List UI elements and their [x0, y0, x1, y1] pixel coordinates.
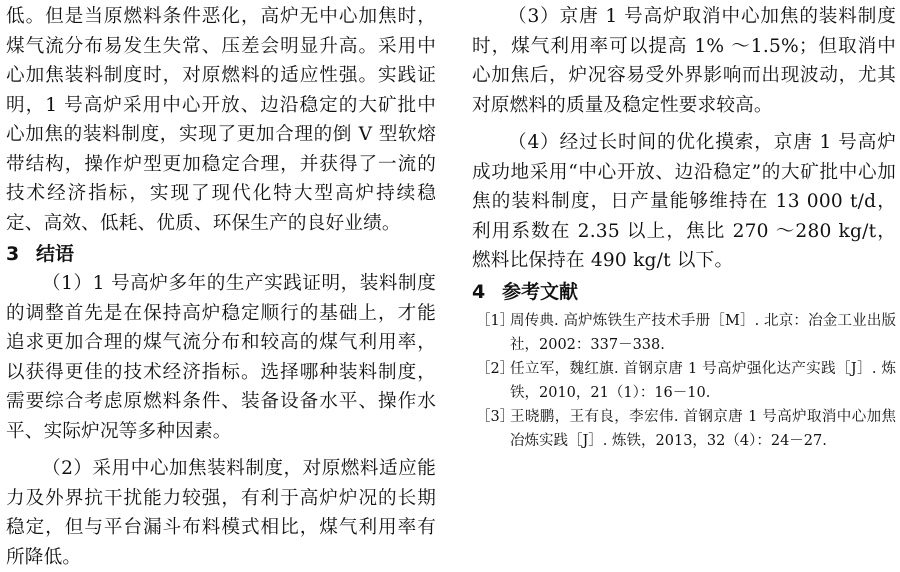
- refs-section-number: 4: [472, 280, 486, 303]
- reference-text: 周传典. 高炉炼铁生产技术手册［M］. 北京：冶金工业出版社，2002：337－338.: [510, 312, 896, 353]
- section-heading-conclusion: [6, 240, 436, 269]
- reference-item: [472, 357, 896, 405]
- reference-number: ［3］: [476, 408, 515, 425]
- section-title: 结语: [36, 243, 75, 265]
- left-column: [6, 0, 436, 572]
- reference-item: [472, 405, 896, 453]
- conclusion-paragraph-4: （4）经过长时间的优化摸索，京唐 1 号高炉成功地采用“中心开放、边沿稳定”的大矿批中心加焦的装料制度，日产量能够维持在 13 000 t/d，利用系数在 2.35 以上，焦比 270 ～280 kg/t，燃料比保持在 490 kg/t 以下。: [472, 132, 896, 271]
- conclusion-paragraph-3: （3）京唐 1 号高炉取消中心加焦的装料制度时，煤气利用率可以提高 1% ～1.5%；但取消中心加焦后，炉况容易受外界影响而出现波动，尤其对原燃料的质量及稳定性要求较高。: [472, 6, 896, 116]
- reference-number: ［2］: [476, 360, 515, 377]
- right-column: [472, 0, 896, 453]
- paragraph-continued: 低。但是当原燃料条件恶化，高炉无中心加焦时，煤气流分布易发生失常、压差会明显升高。采用中心加焦装料制度时，对原燃料的适应性强。实践证明，1 号高炉采用中心开放、边沿稳定的大矿批中心加焦的装料制度，实现了更加合理的倒 V 型软熔带结构，操作炉型更加稳定合理，并获得了一流的技术经济指标，实现了现代化特大型高炉持续稳定、高效、低耗、优质、环保生产的良好业绩。: [6, 6, 436, 234]
- reference-list: [472, 309, 896, 453]
- reference-text: 任立军，魏红旗. 首钢京唐 1 号高炉强化达产实践［J］. 炼铁，2010，21（1）：16－10.: [510, 360, 896, 401]
- refs-section-title: 参考文献: [502, 280, 579, 303]
- conclusion-paragraph-1: （1）1 号高炉多年的生产实践证明，装料制度的调整首先是在保持高炉稳定顺行的基础上，才能追求更加合理的煤气流分布和较高的煤气利用率，以获得更佳的技术经济指标。选择哪种装料制度，需要综合考虑原燃料条件、装备设备水平、操作水平、实际炉况等多种因素。: [6, 273, 436, 442]
- conclusion-paragraph-2: （2）采用中心加焦装料制度，对原燃料适应能力及外界抗干扰能力较强，有利于高炉炉况的长期稳定，但与平台漏斗布料模式相比，煤气利用率有所降低。: [6, 458, 436, 568]
- reference-item: [472, 309, 896, 357]
- reference-number: ［1］: [476, 312, 515, 329]
- reference-text: 王晓鹏，王有良，李宏伟. 首钢京唐 1 号高炉取消中心加焦冶炼实践［J］. 炼铁，2013，32（4）：24－27.: [510, 408, 896, 449]
- section-number: 3: [6, 243, 20, 265]
- section-heading-references: [472, 278, 896, 307]
